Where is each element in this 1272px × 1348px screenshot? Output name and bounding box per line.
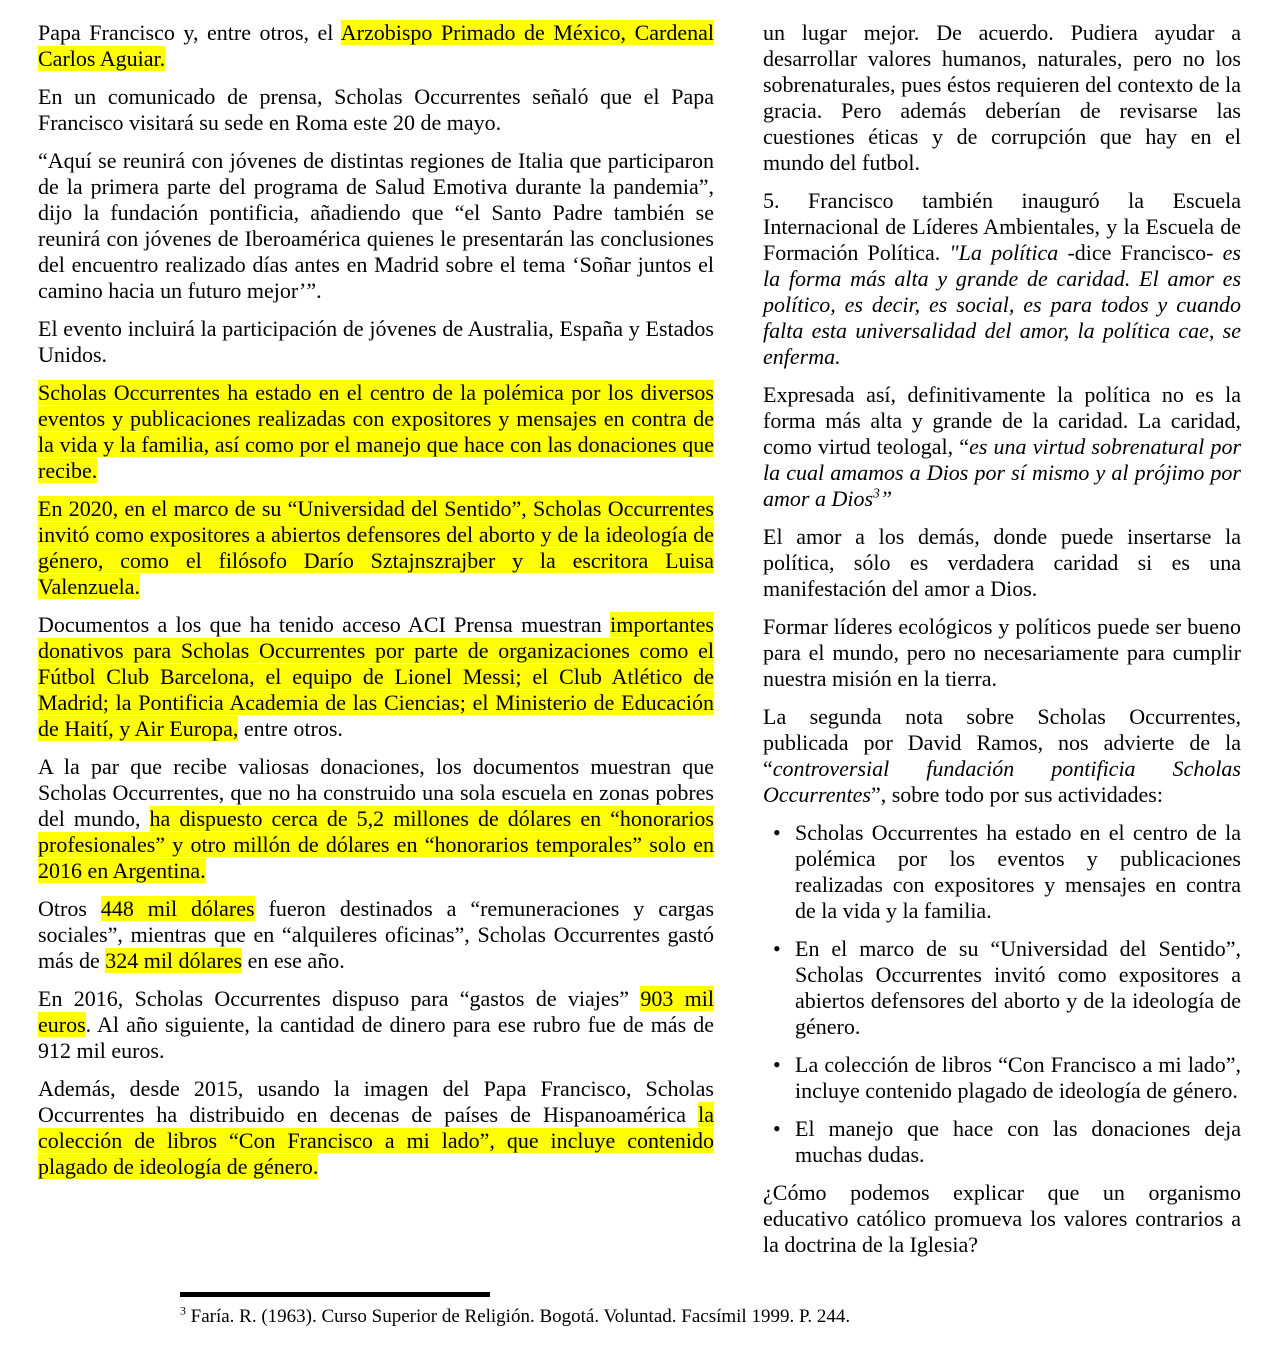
bullet-item — [763, 1116, 1241, 1168]
bullet-icon: • — [773, 1052, 781, 1077]
text-run: Otros — [38, 896, 101, 921]
text-run: Faría. R. (1963). Curso Superior de Religión. Bogotá. Voluntad. Facsímil 1999. P. 244. — [185, 1306, 851, 1327]
paragraph — [38, 754, 714, 884]
text-run: en ese año. — [242, 948, 345, 973]
text-run: es una virtud sobrenatural por la cual amamos a Dios por sí mismo y al prójimo por amor a Dios — [763, 434, 1242, 511]
paragraph — [763, 188, 1241, 370]
bullet-text — [795, 1052, 1241, 1104]
footnote-separator — [180, 1292, 490, 1297]
paragraph — [180, 1306, 1180, 1328]
paragraph — [38, 896, 714, 974]
text-run: un lugar mejor. De acuerdo. Pudiera ayudar a desarrollar valores humanos, naturales, pero no los sobrenaturales, pues éstos requieren del contexto de la gracia. Pero además deberían de revisarse las cuestiones éticas y de corrupción que hay en el mundo del futbol. — [763, 20, 1241, 175]
paragraph — [38, 148, 714, 304]
paragraph — [763, 1180, 1241, 1258]
text-run: 5. Francisco también inauguró la Escuela Internacional de Líderes Ambientales, y la Escuela de Formación Política. — [763, 188, 1241, 265]
paragraph — [38, 986, 714, 1064]
text-run: El manejo que hace con las donaciones deja muchas dudas. — [795, 1116, 1241, 1167]
text-run: "La política — [949, 240, 1068, 265]
text-run: -dice Francisco- — [1067, 240, 1223, 265]
bullet-item — [763, 1052, 1241, 1104]
text-run: “Aquí se reunirá con jóvenes de distintas regiones de Italia que participaron de la primera parte del programa de Salud Emotiva durante la pandemia”, dijo la fundación pontificia, añadiendo que “el Santo Padre también se reunirá con jóvenes de Iberoamérica quienes le presentarán las conclusiones del encuentro realizado días antes en Madrid sobre el tema ‘Soñar juntos el camino hacia un futuro mejor’”. — [38, 148, 714, 303]
bullet-text — [795, 820, 1241, 924]
text-run: A la par que recibe valiosas donaciones, los documentos muestran que Scholas Occurrentes, que no ha construido una sola escuela en zonas pobres del mundo, — [38, 754, 714, 831]
text-run: fueron destinados a “remuneraciones y cargas sociales”, mientras que en “alquileres oficinas”, Scholas Occurrentes gastó más de — [38, 896, 715, 973]
highlighted-text: En 2020, en el marco de su “Universidad del Sentido”, Scholas Occurrentes invitó como expositores a abiertos defensores del aborto y de la ideología de género, como el filósofo Darío Sztajnszrajber y la escritora Luisa Valenzuela. — [38, 496, 714, 599]
text-run: La segunda nota sobre Scholas Occurrentes, publicada por David Ramos, nos advierte de la “ — [763, 704, 1241, 781]
paragraph — [38, 612, 714, 742]
text-run: es la forma más alta y grande de caridad. El amor es político, es decir, es social, es para todos y cuando falta esta universalidad del amor, la política cae, se enferma. — [763, 240, 1241, 369]
text-run: La colección de libros “Con Francisco a mi lado”, incluye contenido plagado de ideología de género. — [795, 1052, 1241, 1103]
paragraph — [38, 496, 714, 600]
paragraph — [38, 380, 714, 484]
paragraph — [763, 704, 1241, 808]
highlighted-text: la colección de libros “Con Francisco a mi lado”, que incluye contenido plagado de ideología de género. — [38, 1102, 714, 1179]
right-column — [763, 20, 1241, 1270]
highlighted-text: ha dispuesto cerca de 5,2 millones de dólares en “honorarios profesionales” y otro millón de dólares en “honorarios temporales” solo en 2016 en Argentina. — [38, 806, 714, 883]
text-run: Documentos a los que ha tenido acceso ACI Prensa muestran — [38, 612, 611, 637]
bullet-item — [763, 820, 1241, 924]
text-run: Expresada así, definitivamente la política no es la forma más alta y grande de la caridad. La caridad, como virtud teologal, “ — [763, 382, 1241, 459]
text-run: ”, sobre todo por sus actividades: — [870, 782, 1163, 807]
highlighted-text: 448 mil dólares — [100, 896, 255, 921]
text-run: Además, desde 2015, usando la imagen del Papa Francisco, Scholas Occurrentes ha distribuido en decenas de países de Hispanoamérica — [38, 1076, 714, 1127]
paragraph — [763, 524, 1241, 602]
highlighted-text: importantes donativos para Scholas Occurrentes por parte de organizaciones como el Fútbol Club Barcelona, el equipo de Lionel Messi; el Club Atlético de Madrid; la Pontificia Academia de las Ciencias; el Ministerio de Educación de Haití, y Air Europa, — [38, 612, 714, 741]
paragraph — [763, 382, 1241, 512]
superscript: 3 — [873, 485, 880, 501]
bullet-text — [795, 1116, 1241, 1168]
text-run: Formar líderes ecológicos y políticos puede ser bueno para el mundo, pero no necesariamente para cumplir nuestra misión en la tierra. — [763, 614, 1241, 691]
text-run: Scholas Occurrentes ha estado en el centro de la polémica por los eventos y publicaciones realizadas con expositores y mensajes en contra de la vida y la familia. — [795, 820, 1241, 923]
highlighted-text: Scholas Occurrentes ha estado en el centro de la polémica por los diversos eventos y publicaciones realizadas con expositores y mensajes en contra de la vida y la familia, así como por el manejo que hace con las donaciones que recibe. — [38, 380, 714, 483]
footnote — [180, 1306, 1180, 1328]
text-run: entre otros. — [238, 716, 343, 741]
text-run: ” — [879, 486, 893, 511]
footnote-area — [180, 1292, 1180, 1328]
paragraph — [38, 20, 714, 72]
highlighted-text: 324 mil dólares — [105, 948, 243, 973]
bullet-icon: • — [773, 936, 781, 961]
text-run: El amor a los demás, donde puede insertarse la política, sólo es verdadera caridad si es una manifestación del amor a Dios. — [763, 524, 1241, 601]
text-run: En un comunicado de prensa, Scholas Occurrentes señaló que el Papa Francisco visitará su sede en Roma este 20 de mayo. — [38, 84, 714, 135]
paragraph — [38, 316, 714, 368]
text-run: Papa Francisco y, entre otros, el — [38, 20, 341, 45]
left-column — [38, 20, 714, 1192]
text-run: En 2016, Scholas Occurrentes dispuso para “gastos de viajes” — [38, 986, 641, 1011]
text-run: El evento incluirá la participación de jóvenes de Australia, España y Estados Unidos. — [38, 316, 714, 367]
paragraph — [38, 84, 714, 136]
paragraph — [763, 20, 1241, 176]
bullet-icon: • — [773, 1116, 781, 1141]
paragraph — [38, 1076, 714, 1180]
text-run: En el marco de su “Universidad del Sentido”, Scholas Occurrentes invitó como expositores a abiertos defensores del aborto y de la ideología de género. — [795, 936, 1241, 1039]
bullet-item — [763, 936, 1241, 1040]
highlighted-text: Arzobispo Primado de México, Cardenal Carlos Aguiar. — [38, 20, 714, 71]
paragraph — [763, 614, 1241, 692]
text-run: controversial fundación pontificia Scholas Occurrentes — [763, 756, 1241, 807]
bullet-icon: • — [773, 820, 781, 845]
superscript: 3 — [180, 1304, 186, 1318]
text-run: ¿Cómo podemos explicar que un organismo educativo católico promueva los valores contrarios a la doctrina de la Iglesia? — [763, 1180, 1241, 1257]
text-run: . Al año siguiente, la cantidad de dinero para ese rubro fue de más de 912 mil euros. — [38, 1012, 714, 1063]
bullet-text — [795, 936, 1241, 1040]
highlighted-text: 903 mil euros — [38, 986, 714, 1037]
